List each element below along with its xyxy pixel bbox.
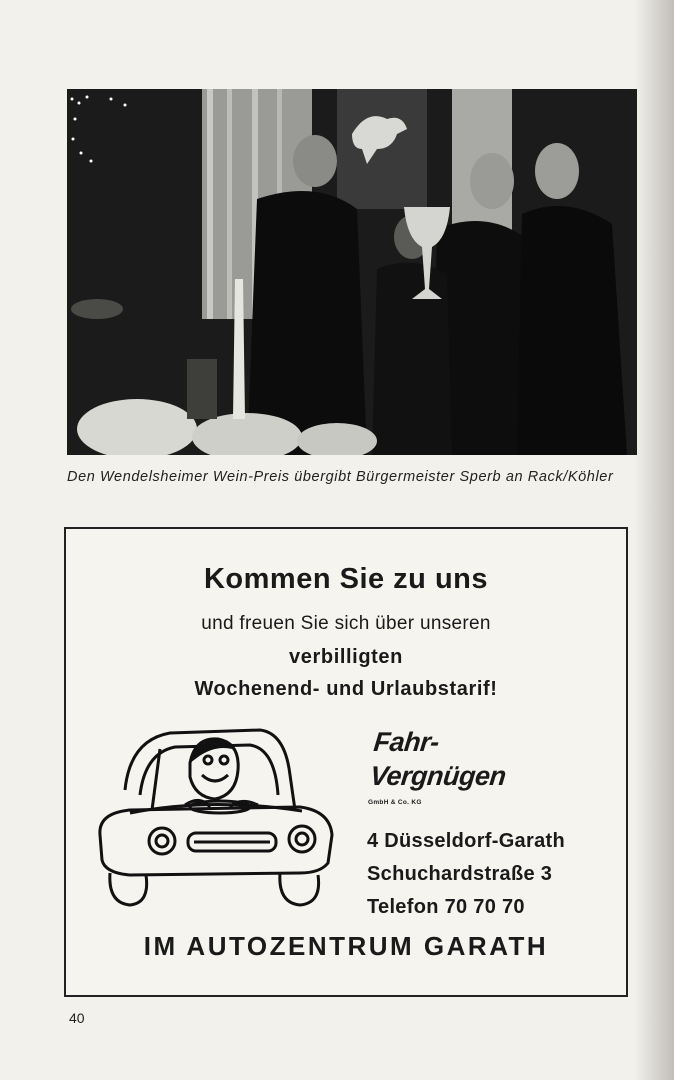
brand-line-1: Fahr- — [372, 727, 441, 757]
ad-subline: und freuen Sie sich über unseren — [201, 613, 491, 634]
address-street: Schuchardstraße 3 — [367, 863, 553, 885]
ad-footer: IM AUTOZENTRUM GARATH — [143, 931, 549, 961]
advertisement — [64, 527, 628, 997]
phone-number: Telefon 70 70 70 — [367, 896, 525, 918]
page-number: 40 — [69, 1010, 85, 1026]
cartoon-car-illustration — [90, 715, 340, 920]
address-city: 4 Düsseldorf-Garath — [367, 830, 565, 852]
brand-logo — [368, 725, 511, 793]
ad-emphasis-line-1: verbilligten — [289, 646, 403, 668]
ad-headline: Kommen Sie zu uns — [203, 563, 489, 595]
ad-emphasis-line-2: Wochenend- und Urlaubstarif! — [194, 678, 498, 700]
photo-caption: Den Wendelsheimer Wein-Preis übergibt Bürgermeister Sperb an Rack/Köhler — [67, 469, 614, 485]
page-edge-shadow — [634, 0, 674, 1080]
brand-line-2: Vergnügen — [368, 761, 508, 791]
award-photo — [67, 89, 637, 455]
brand-legal-form: GmbH & Co. KG — [368, 799, 422, 806]
